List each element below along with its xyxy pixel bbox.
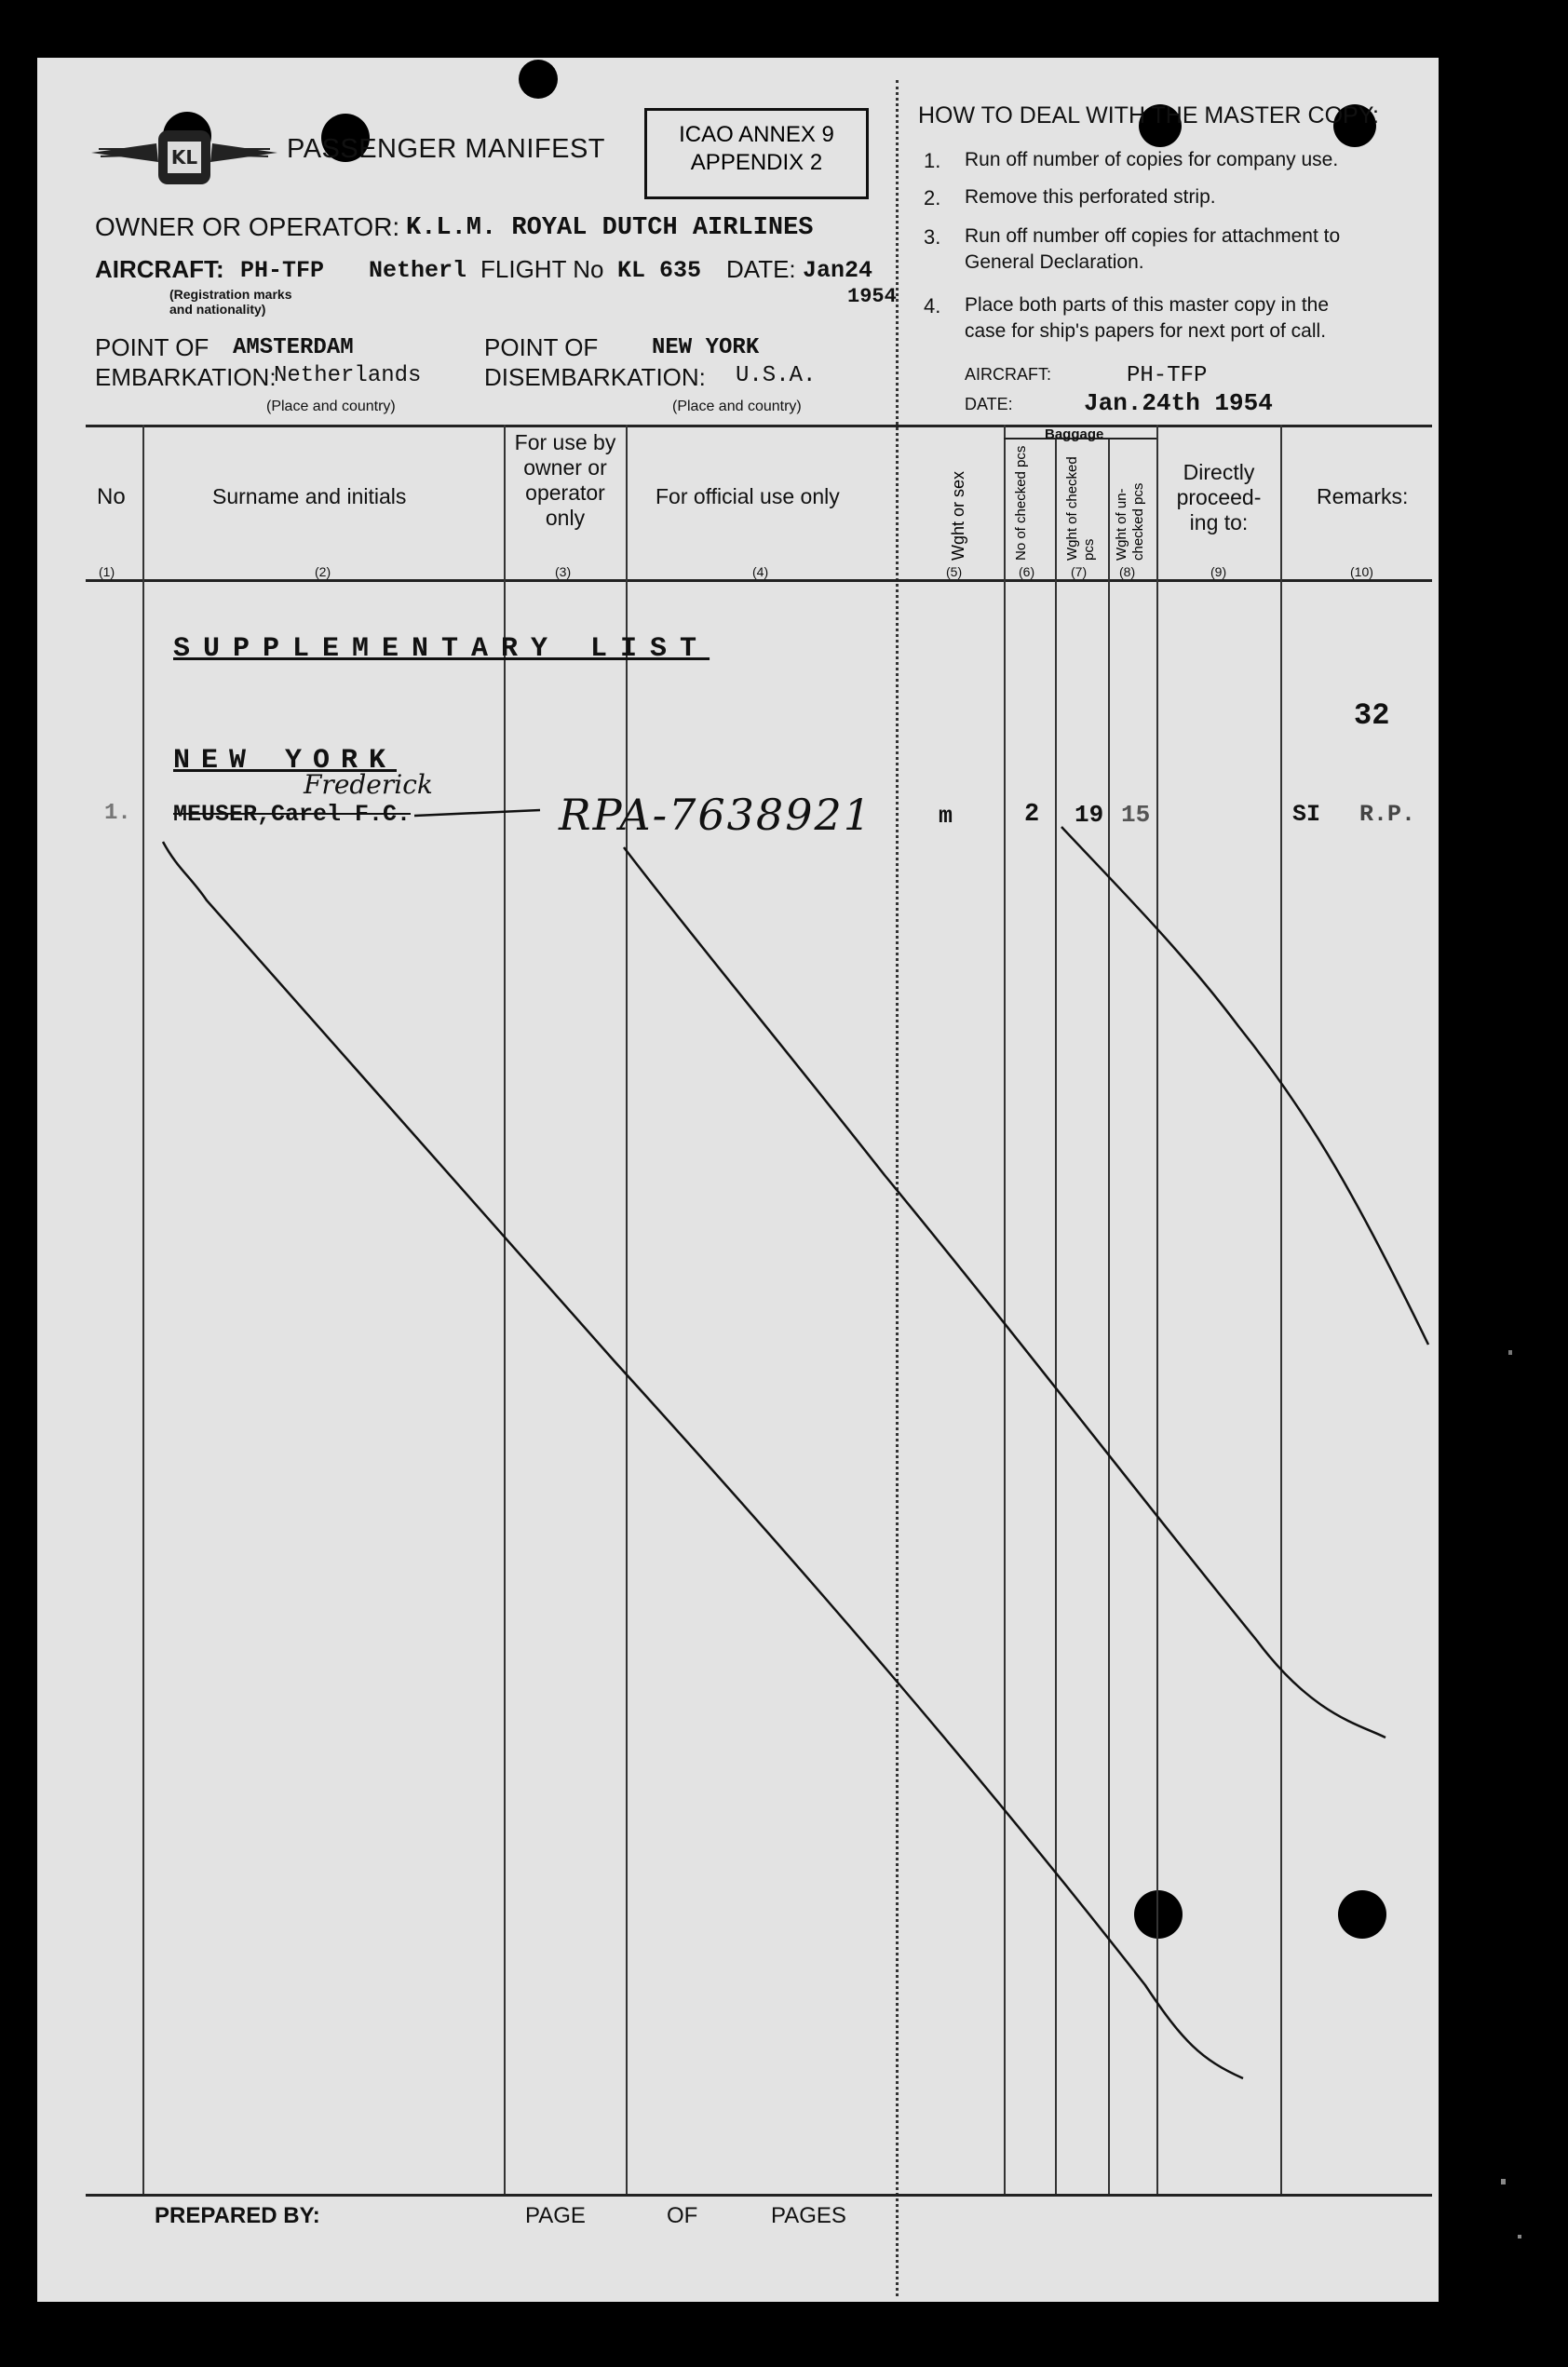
date-year: 1954 xyxy=(847,285,897,308)
date-label: DATE: xyxy=(965,395,1013,413)
instructions-heading: HOW TO DEAL WITH THE MASTER COPY: xyxy=(918,102,1379,128)
manifest-sheet xyxy=(37,58,1439,2302)
embark-label: POINT OF xyxy=(95,333,210,361)
film-edge-mark xyxy=(1518,2235,1521,2239)
date-label: DATE: xyxy=(726,255,796,283)
instruction-number: 3. xyxy=(924,225,941,249)
flight-value: KL 635 xyxy=(617,257,702,284)
embark-city: AMSTERDAM xyxy=(233,335,354,360)
passenger-sex: m xyxy=(939,803,953,830)
column-number: (7) xyxy=(1071,564,1088,579)
flight-label: FLIGHT No xyxy=(480,255,604,283)
header-checked-weight: Wght of checked pcs xyxy=(1064,456,1097,561)
page-label: PAGE xyxy=(525,2203,586,2228)
instruction-number: 1. xyxy=(924,149,941,172)
place-note: (Place and country) xyxy=(266,399,396,414)
instruction-text: Remove this perforated strip. xyxy=(965,186,1216,208)
column-number: (6) xyxy=(1019,564,1035,579)
header-weight-sex: Wght or sex xyxy=(949,470,967,561)
page-title: PASSENGER MANIFEST xyxy=(287,134,606,164)
remarks-code: SI xyxy=(1292,801,1321,828)
remarks-initials: R.P. xyxy=(1359,801,1416,828)
aircraft-label: AIRCRAFT: xyxy=(95,255,224,283)
unchecked-weight: 15 xyxy=(1121,801,1151,829)
passenger-surname: MEUSER,Carel F.C. xyxy=(173,801,412,828)
header-baggage: Baggage xyxy=(1045,426,1104,442)
column-number: (1) xyxy=(99,564,115,579)
owner-value: K.L.M. ROYAL DUTCH AIRLINES xyxy=(406,214,814,242)
handwritten-name: Frederick xyxy=(304,769,433,800)
handwritten-strike-lines xyxy=(37,58,1439,2302)
film-edge-mark xyxy=(1508,1350,1512,1355)
of-label: OF xyxy=(667,2203,698,2228)
instruction-text: Run off number off copies for attachment to xyxy=(965,225,1341,247)
column-number: (8) xyxy=(1119,564,1136,579)
instruction-text: Place both parts of this master copy in the xyxy=(965,294,1330,316)
checked-weight: 19 xyxy=(1075,801,1104,829)
header-directly: Directly proceed-ing to: xyxy=(1176,460,1262,534)
header-owner-use: For use by owner or operator only xyxy=(514,430,616,530)
annex-line-1: ICAO ANNEX 9 xyxy=(679,122,834,147)
column-number: (5) xyxy=(946,564,963,579)
header-remarks: Remarks: xyxy=(1317,484,1409,508)
film-edge-mark xyxy=(1501,2179,1506,2184)
place-note: (Place and country) xyxy=(672,399,802,414)
disembark-country: U.S.A. xyxy=(736,363,817,388)
column-number: (9) xyxy=(1210,564,1227,579)
instruction-number: 2. xyxy=(924,186,941,210)
disembark-label: DISEMBARKATION: xyxy=(484,363,706,391)
svg-text:KL: KL xyxy=(170,146,198,169)
aircraft-value: PH-TFP xyxy=(240,257,325,284)
instruction-number: 4. xyxy=(924,294,941,318)
registration-note: (Registration marks xyxy=(169,287,292,302)
page-number: 32 xyxy=(1354,698,1390,733)
column-number: (4) xyxy=(752,564,769,579)
header-surname: Surname and initials xyxy=(212,484,407,508)
aircraft-label: AIRCRAFT: xyxy=(965,365,1052,384)
date-value: Jan24 xyxy=(803,257,873,284)
supplementary-heading: SUPPLEMENTARY LIST xyxy=(173,633,710,665)
instruction-text: case for ship's papers for next port of call. xyxy=(965,320,1327,342)
destination-heading: NEW YORK xyxy=(173,745,398,777)
disembark-label: POINT OF xyxy=(484,333,599,361)
owner-label: OWNER OR OPERATOR: xyxy=(95,212,400,241)
annex-line-2: APPENDIX 2 xyxy=(690,150,823,175)
row-number: 1. xyxy=(104,801,131,826)
column-number: (10) xyxy=(1350,564,1373,579)
pages-label: PAGES xyxy=(771,2203,846,2228)
registration-note: and nationality) xyxy=(169,302,266,317)
embark-label: EMBARKATION: xyxy=(95,363,277,391)
header-official: For official use only xyxy=(656,484,840,508)
checked-pieces: 2 xyxy=(1024,801,1040,829)
prepared-by-label: PREPARED BY: xyxy=(155,2203,320,2228)
header-unchecked-weight: Wght of un-checked pcs xyxy=(1114,482,1146,561)
aircraft-nationality: Netherl xyxy=(369,257,467,284)
aircraft-value: PH-TFP xyxy=(1127,363,1208,388)
instruction-text: General Declaration. xyxy=(965,251,1144,273)
header-no: No xyxy=(97,484,126,509)
column-number: (2) xyxy=(315,564,331,579)
column-number: (3) xyxy=(555,564,572,579)
header-checked-pieces: No of checked pcs xyxy=(1013,445,1029,561)
official-number: RPA-7638921 xyxy=(559,790,872,840)
embark-country: Netherlands xyxy=(274,363,422,388)
date-value: Jan.24th 1954 xyxy=(1084,389,1273,417)
instruction-text: Run off number of copies for company use. xyxy=(965,149,1339,170)
disembark-city: NEW YORK xyxy=(652,335,760,360)
